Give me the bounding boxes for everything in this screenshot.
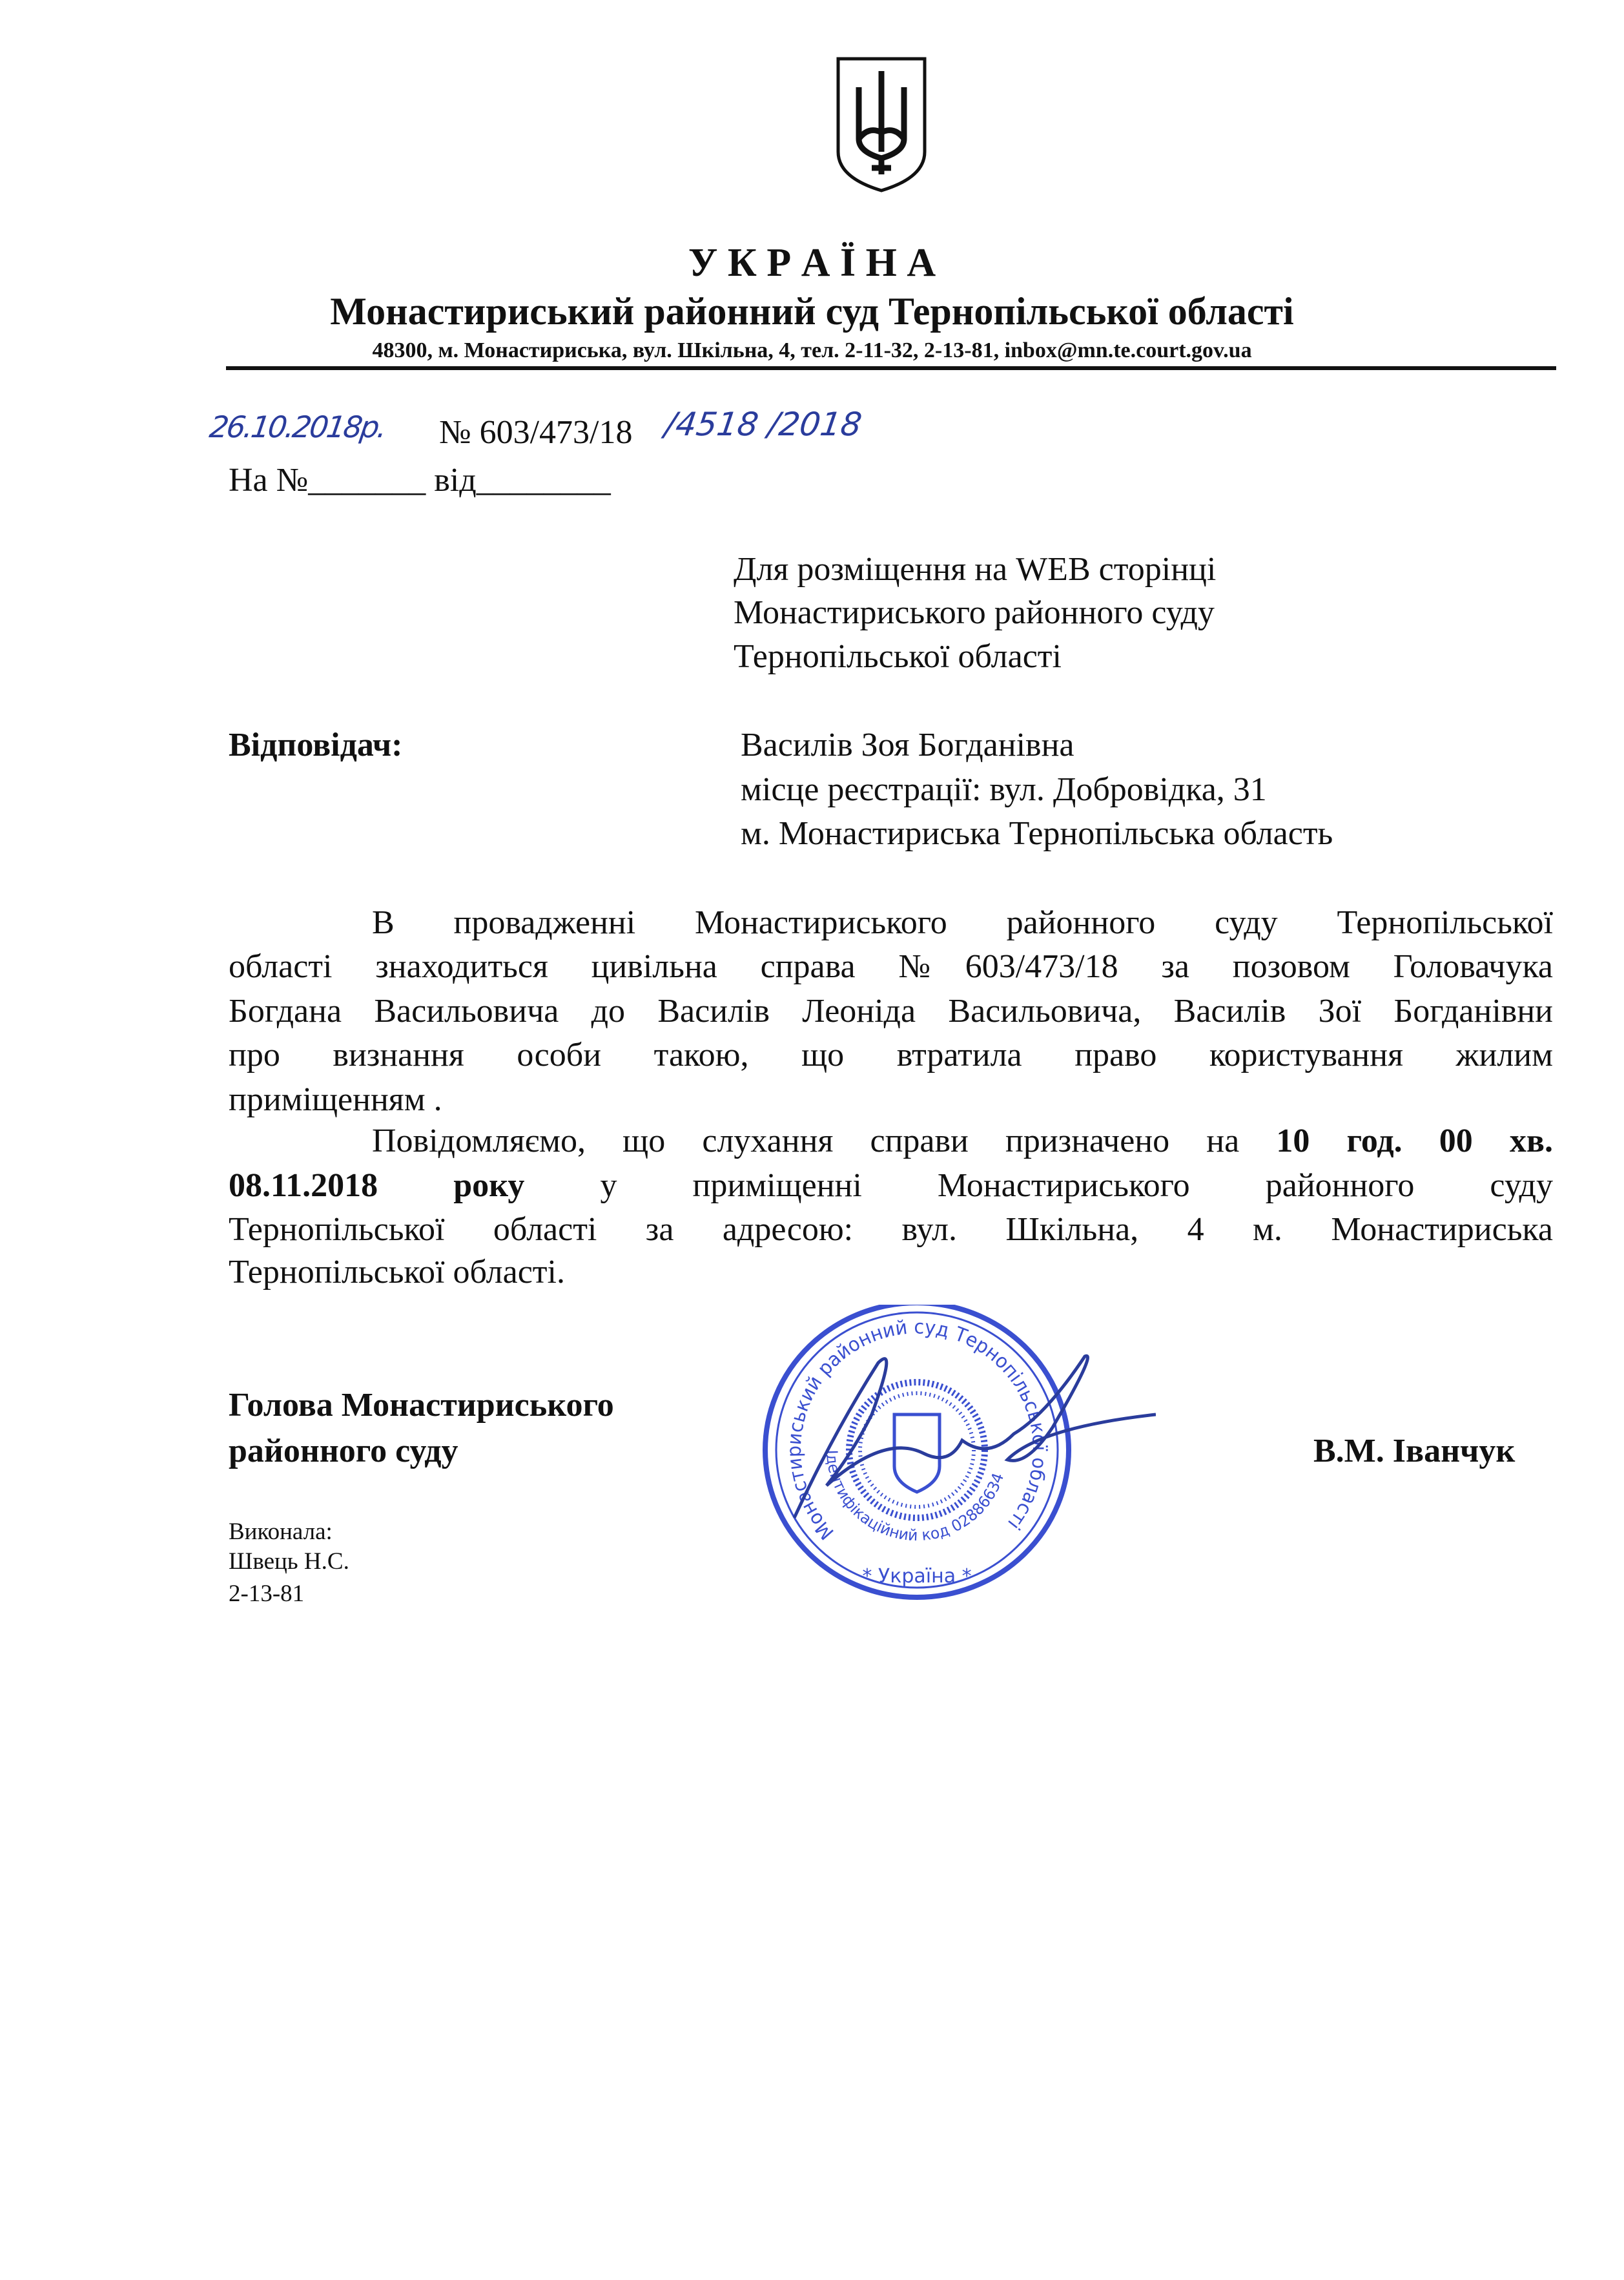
stamp-outer-text: Монастириський районний суд Тернопільської області (783, 1316, 1051, 1544)
body-line: про визнання особи такою, що втратила право користування жилим (229, 1037, 1553, 1073)
handwritten-date: 26.10.2018р. (207, 409, 387, 444)
coat-of-arms-trident-icon (833, 55, 930, 197)
body-line: В провадженні Монастириського районного суду Тернопільської (372, 904, 1553, 941)
country-heading: У К Р А Ї Н А (688, 241, 936, 285)
court-address: 48300, м. Монастириська, вул. Шкільна, 4, тел. 2-11-32, 2-13-81, inbox@mn.te.court.gov.ua (372, 338, 1252, 362)
recipient-line: Тернопільської області (734, 638, 1062, 675)
body-line: приміщенням . (229, 1081, 442, 1118)
executor-label: Виконала: (229, 1518, 333, 1545)
body-line: області знаходиться цивільна справа №603/473/18 за позовом Головачука (229, 948, 1553, 985)
executor-phone: 2-13-81 (229, 1580, 305, 1607)
hearing-place-text: у приміщенні Монастириського районного суду (600, 1167, 1554, 1204)
body-line: Богдана Васильовича до Василів Леоніда Васильовича, Василів Зої Богданівни (229, 993, 1553, 1030)
defendant-label: Відповідач: (229, 727, 403, 763)
signatory-position: Голова Монастириського (229, 1387, 614, 1424)
hearing-time: 10 год. 00 хв. (1276, 1123, 1554, 1159)
stamp-bottom-text: * Україна * (862, 1565, 972, 1588)
defendant-line: Василів Зоя Богданівна (741, 727, 1074, 763)
recipient-line: Монастириського районного суду (734, 594, 1215, 631)
recipient-line: Для розміщення на WEB сторінці (734, 551, 1217, 588)
official-stamp (755, 1305, 1156, 1631)
executor-name: Швець Н.С. (229, 1548, 349, 1575)
body-line: Тернопільської області. (229, 1254, 565, 1290)
body-line (372, 1122, 1553, 1161)
signatory-position: районного суду (229, 1433, 458, 1469)
defendant-line: м. Монастириська Тернопільська область (741, 815, 1333, 852)
handwritten-registration-number: /4518 /2018 (662, 406, 865, 443)
hearing-notice-text: Повідомляємо, що слухання справи призначено на (372, 1123, 1240, 1159)
stamp-inner-text: Ідентифікаційний код 02886634 (822, 1449, 1008, 1545)
body-line (229, 1166, 1553, 1205)
hearing-date: 08.11.2018 року (229, 1167, 525, 1204)
signatory-name: В.М. Іванчук (1313, 1433, 1516, 1469)
defendant-line: місце реєстрації: вул. Добровідка, 31 (741, 771, 1267, 808)
body-line: Тернопільської області за адресою: вул. Шкільна, 4 м. Монастириська (229, 1211, 1553, 1248)
outgoing-number: № 603/473/18 (439, 414, 633, 451)
header-rule (226, 366, 1556, 370)
court-name-heading: Монастириський районний суд Тернопільської області (330, 290, 1294, 333)
reply-reference: На №_______ від________ (229, 462, 611, 499)
